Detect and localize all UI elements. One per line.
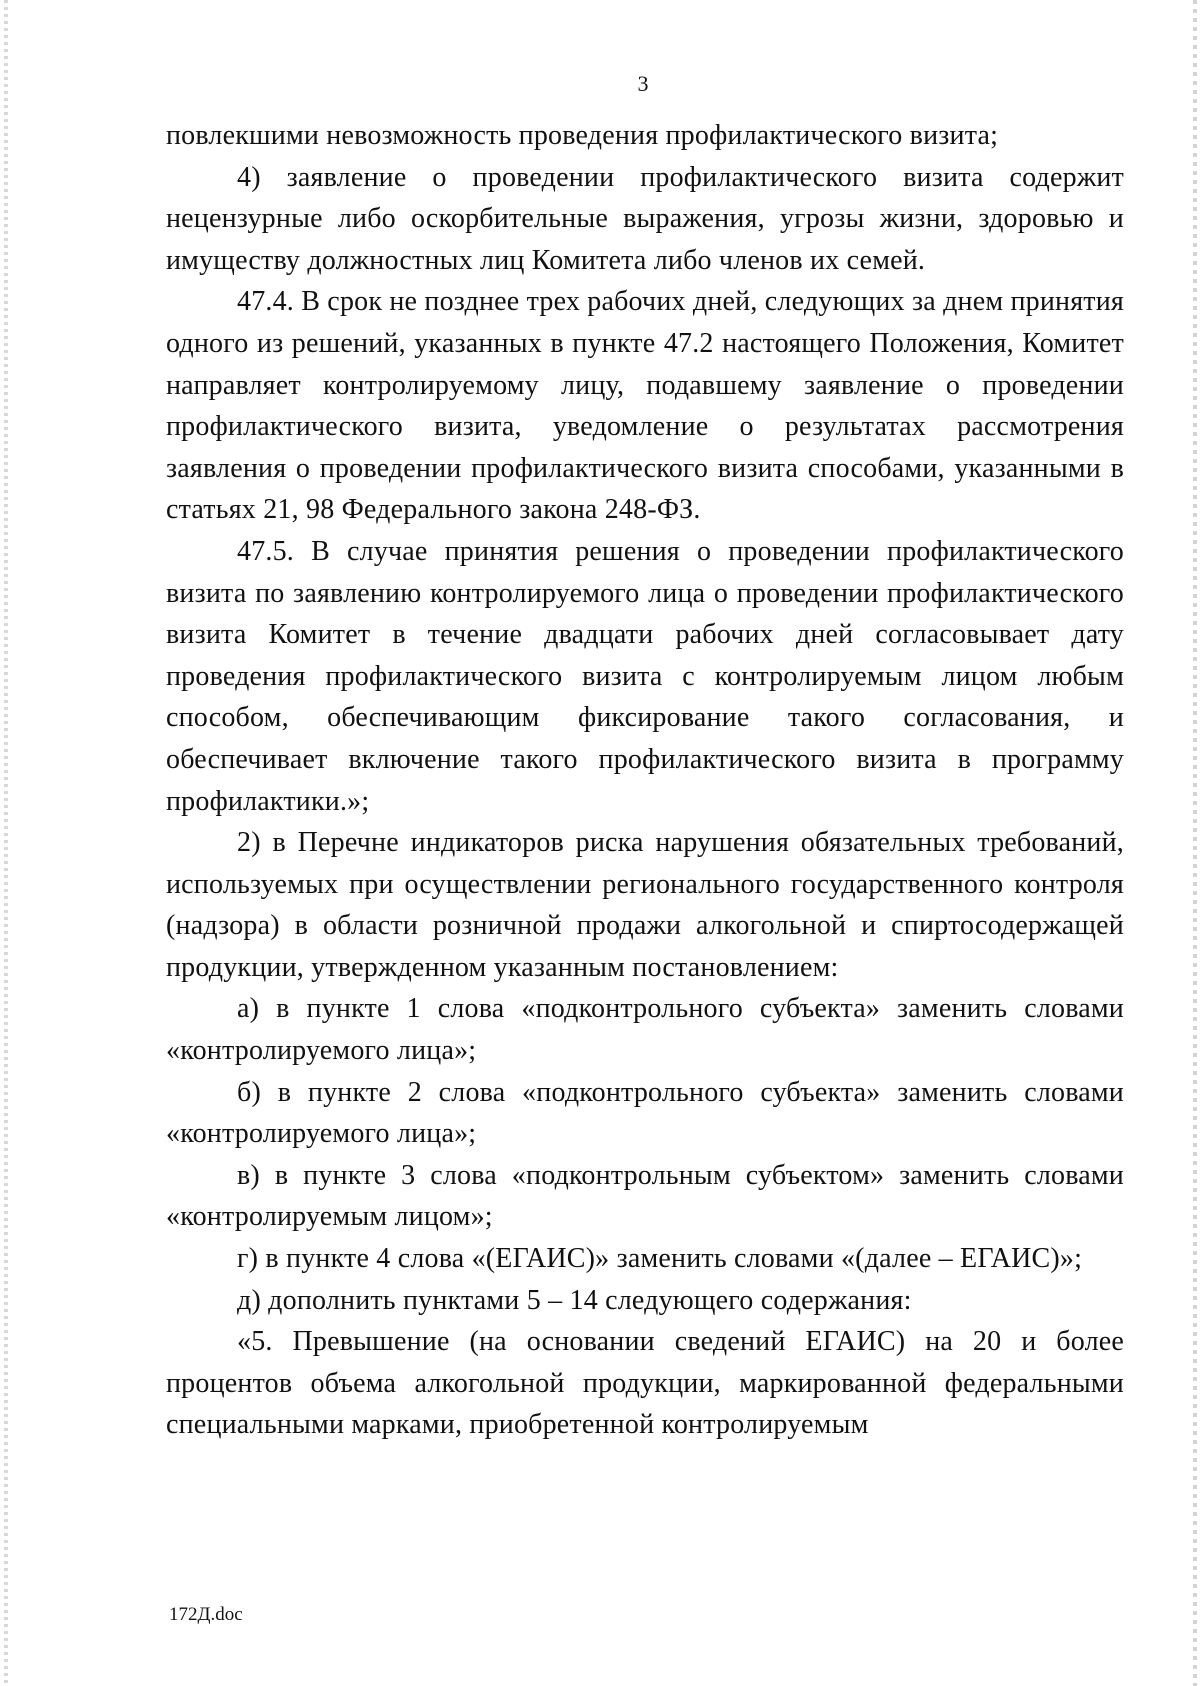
document-body: [166, 115, 1124, 1446]
footer-filename: 172Д.doc: [169, 1604, 243, 1625]
paragraph: повлекшими невозможность проведения профилактического визита;: [166, 120, 999, 151]
paragraph: 4) заявление о проведении профилактического визита содержит нецензурные либо оскорбительные выражения, угрозы жизни, здоровью и имуществу должностных лиц Комитета либо членов их семей.: [166, 161, 1124, 276]
paragraph: а) в пункте 1 слова «подконтрольного субъекта» заменить словами «контролируемого лица»;: [166, 993, 1124, 1067]
paragraph: «5. Превышение (на основании сведений ЕГАИС) на 20 и более процентов объема алкогольной продукции, маркированной федеральными специальными марками, приобретенной контролируемым: [166, 1326, 1124, 1441]
scan-edge-left: [4, 0, 8, 1686]
paragraph: в) в пункте 3 слова «подконтрольным субъектом» заменить словами «контролируемым лицом»;: [166, 1159, 1124, 1233]
paragraph: б) в пункте 2 слова «подконтрольного субъекта» заменить словами «контролируемого лица»;: [166, 1076, 1124, 1150]
paragraph: г) в пункте 4 слова «(ЕГАИС)» заменить словами «(далее – ЕГАИС)»;: [237, 1243, 1083, 1275]
scan-edge-right: [1193, 0, 1197, 1686]
paragraph: 47.5. В случае принятия решения о проведении профилактического визита по заявлению контролируемого лица о проведении профилактического визита Комитет в течение двадцати рабочих дней согласовывает дату проведения профилактического визита с контролируемым лицом любым способом, обеспечивающим фиксирование такого согласования, и обеспечивает включение такого профилактического визита в программу профилактики.»;: [166, 535, 1124, 817]
paragraph: 2) в Перечне индикаторов риска нарушения обязательных требований, используемых при осуществлении регионального государственного контроля (надзора) в области розничной продажи алкогольной и спиртосодержащей продукции, утвержденном указанным постановлением:: [166, 827, 1124, 983]
paragraph: д) дополнить пунктами 5 – 14 следующего содержания:: [237, 1284, 912, 1316]
paragraph: 47.4. В срок не позднее трех рабочих дней, следующих за днем принятия одного из решений, указанных в пункте 47.2 настоящего Положения, Комитет направляет контролируемому лицу, подавшему заявление о проведении профилактического визита, уведомление о результатах рассмотрения заявления о проведении профилактического визита способами, указанными в статьях 21, 98 Федерального закона 248-ФЗ.: [166, 286, 1124, 526]
page-number: 3: [637, 71, 649, 96]
